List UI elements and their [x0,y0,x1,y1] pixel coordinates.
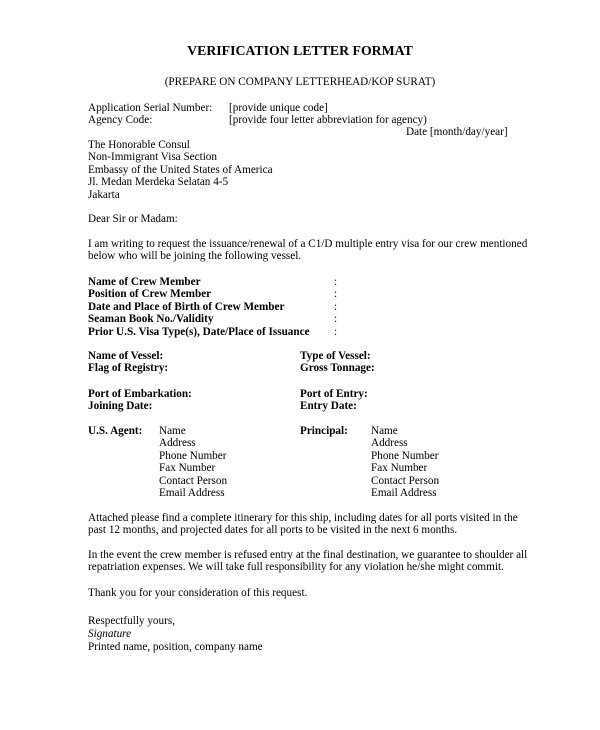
principal-fields [371,425,439,499]
principal-label: Principal: [300,425,348,437]
joining-date-label: Joining Date: [88,400,153,412]
agency-code-value: [provide four letter abbreviation for agency) [229,114,427,126]
entry-date-label: Entry Date: [300,400,357,412]
closing-line: Respectfully yours, [88,615,175,627]
principal-field: Address [371,437,408,450]
recipient-line: Embassy of the United States of America [88,163,273,176]
serial-number-label: Application Serial Number: [88,102,213,114]
principal-field: Phone Number [371,449,439,462]
port-of-entry-label: Port of Entry: [300,388,368,400]
crew-fields [88,276,310,338]
recipient-line: Jl. Medan Merdeka Selatan 4-5 [88,176,229,189]
vessel-type-label: Type of Vessel: [300,350,371,362]
serial-number-value: [provide unique code] [229,102,328,114]
crew-colon: : [334,313,338,326]
thanks-line: Thank you for your consideration of this request. [88,587,308,599]
agent-field: Contact Person [159,474,228,487]
recipient-line: The Honorable Consul [88,139,190,151]
salutation: Dear Sir or Madam: [88,213,178,225]
crew-field-label: Name of Crew Member [88,276,201,288]
crew-colon: : [334,288,338,301]
guarantee-paragraph: In the event the crew member is refused entry at the final destination, we guarantee to shoulder all repatriation expenses. We will take full responsibility for any violation he/she might commit. [88,549,528,574]
itinerary-paragraph: Attached please find a complete itinerary for this ship, including dates for all ports visited in the past 12 months, and projected dates for all ports to be visited in the next 6 months. [88,512,518,537]
agent-field: Email Address [159,487,225,500]
crew-colon: : [334,300,338,313]
crew-field-label: Prior U.S. Visa Type(s), Date/Place of Issuance [88,325,310,338]
agent-field: Name [159,425,186,437]
agency-code-label: Agency Code: [88,114,153,126]
recipient-block [88,139,273,201]
document-subtitle: (PREPARE ON COMPANY LETTERHEAD/KOP SURAT) [164,76,436,88]
crew-colons [334,276,337,338]
letter-date: Date [month/day/year] [406,126,508,138]
intro-paragraph: I am writing to request the issuance/renewal of a C1/D multiple entry visa for our crew mentioned below who will be joining the following vessel. [88,238,528,263]
printed-name-line: Printed name, position, company name [88,641,263,653]
recipient-line: Non-Immigrant Visa Section [88,151,217,164]
principal-field: Email Address [371,487,437,500]
crew-colon: : [334,325,338,338]
agent-field: Fax Number [159,462,216,475]
port-of-embarkation-label: Port of Embarkation: [88,388,192,400]
us-agent-fields [159,425,227,499]
agent-field: Phone Number [159,449,227,462]
crew-colon: : [334,276,338,288]
vessel-name-label: Name of Vessel: [88,350,164,362]
document-title: VERIFICATION LETTER FORMAT [187,43,413,58]
crew-field-label: Date and Place of Birth of Crew Member [88,300,285,313]
flag-of-registry-label: Flag of Registry: [88,362,169,374]
recipient-line: Jakarta [88,188,120,201]
crew-field-label: Seaman Book No./Validity [88,313,214,326]
us-agent-label: U.S. Agent: [88,425,143,437]
signature-line: Signature [88,628,132,640]
agent-field: Address [159,437,196,450]
principal-field: Contact Person [371,474,440,487]
principal-field: Fax Number [371,462,428,475]
principal-field: Name [371,425,398,437]
gross-tonnage-label: Gross Tonnage: [300,362,375,374]
crew-field-label: Position of Crew Member [88,288,212,301]
